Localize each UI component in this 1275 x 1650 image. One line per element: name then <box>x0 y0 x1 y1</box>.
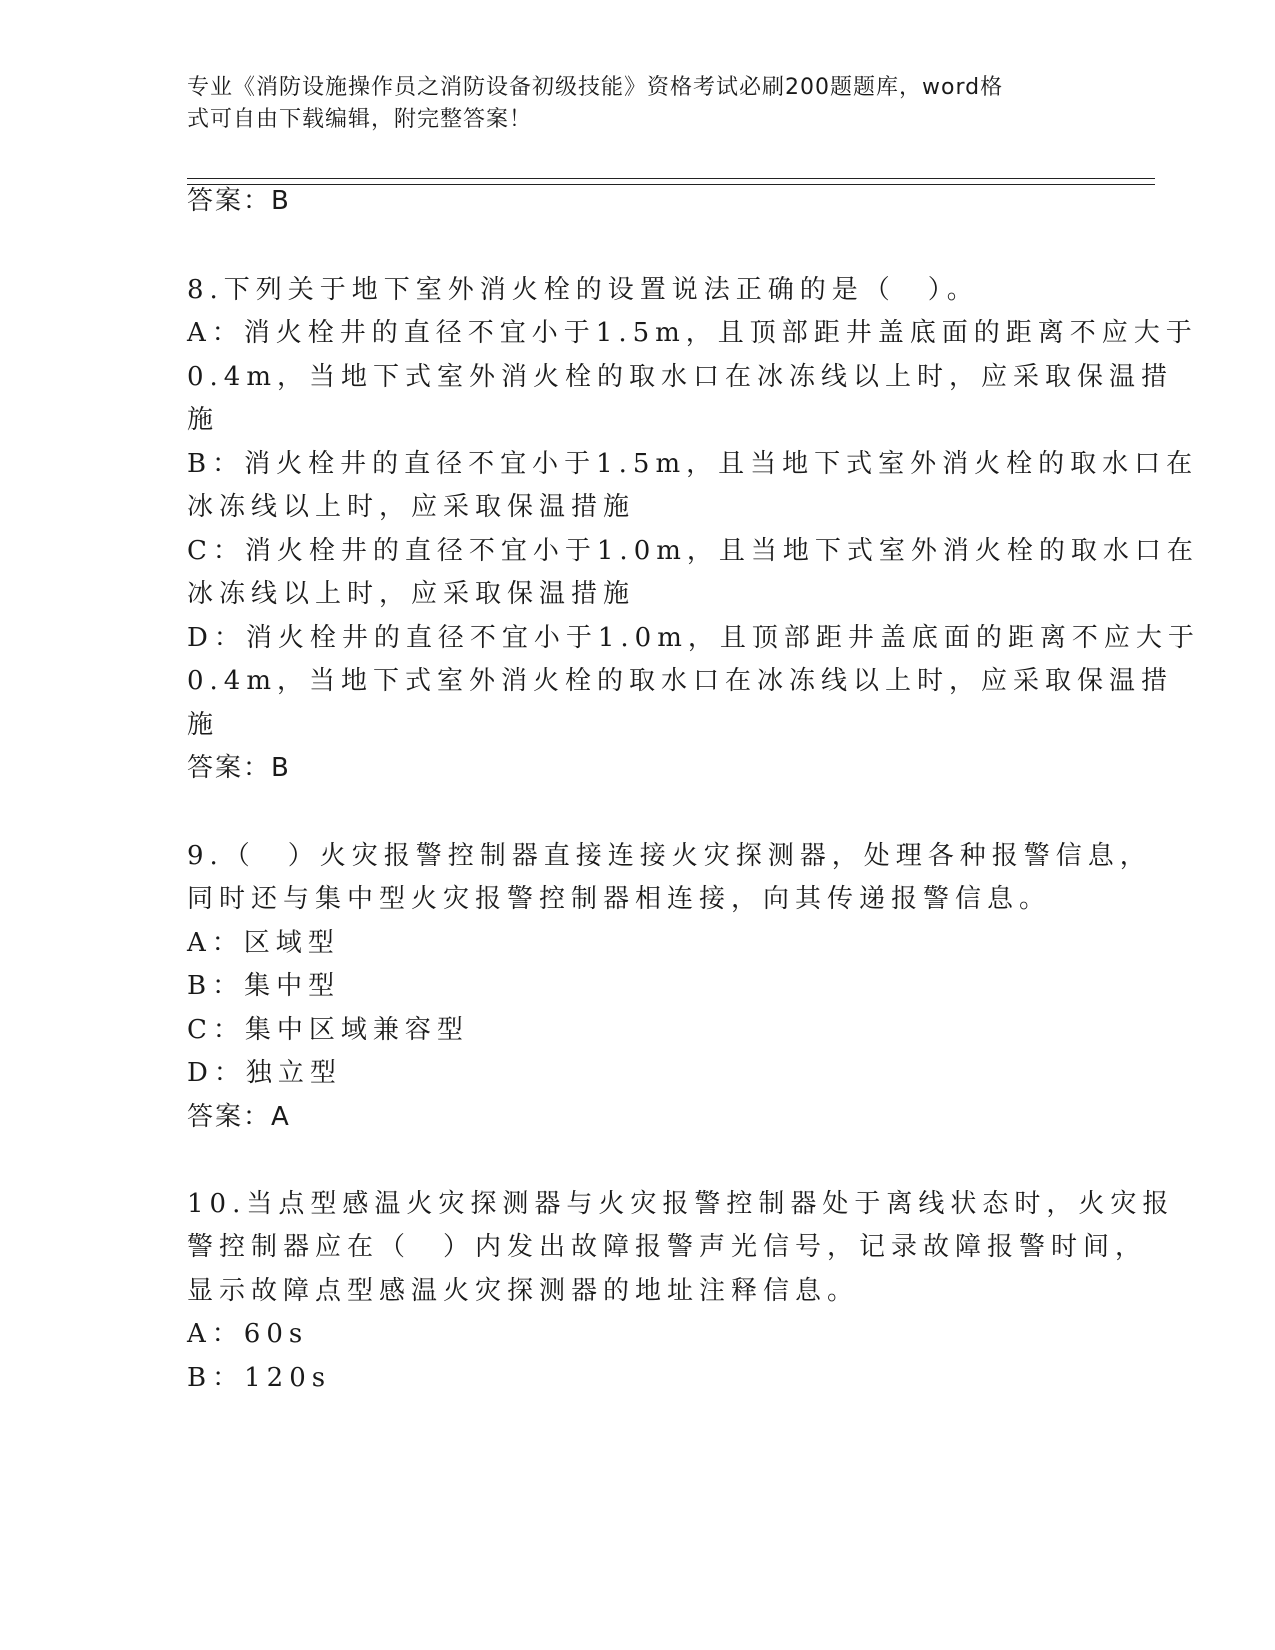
q10-stem-line1: 10.当点型感温火灾探测器与火灾报警控制器处于离线状态时，火灾报 <box>187 1189 1175 1219</box>
header-divider-top <box>187 178 1155 179</box>
q8-option-d-line3: 施 <box>187 710 220 740</box>
q8-option-b-line1: B：消火栓井的直径不宜小于1.5m，且当地下式室外消火栓的取水口在 <box>187 449 1199 479</box>
q9-option-a: A：区域型 <box>187 928 340 958</box>
header-line-2: 式可自由下载编辑，附完整答案！ <box>187 107 533 132</box>
q8-option-b-line2: 冰冻线以上时，应采取保温措施 <box>187 492 636 522</box>
q9-answer: 答案：A <box>187 1102 291 1132</box>
q8-option-c-line1: C：消火栓井的直径不宜小于1.0m，且当地下式室外消火栓的取水口在 <box>187 536 1199 566</box>
header-line-1: 专业《消防设施操作员之消防设备初级技能》资格考试必刷200题题库，word格 <box>187 75 1004 100</box>
q8-stem: 8.下列关于地下室外消火栓的设置说法正确的是（ ）。 <box>187 275 979 305</box>
q10-option-a: A：60s <box>187 1319 309 1349</box>
q10-option-b: B：120s <box>187 1363 332 1393</box>
q10-stem-line2: 警控制器应在（ ）内发出故障报警声光信号，记录故障报警时间， <box>187 1232 1148 1262</box>
q8-option-a-line1: A：消火栓井的直径不宜小于1.5m，且顶部距井盖底面的距离不应大于 <box>187 318 1198 348</box>
q8-answer: 答案：B <box>187 753 291 783</box>
q8-option-c-line2: 冰冻线以上时，应采取保温措施 <box>187 579 636 609</box>
header-divider-bottom <box>187 184 1155 185</box>
q10-stem-line3: 显示故障点型感温火灾探测器的地址注释信息。 <box>187 1276 860 1306</box>
q9-stem-line1: 9.（ ）火灾报警控制器直接连接火灾探测器，处理各种报警信息， <box>187 841 1152 871</box>
document-header <box>187 72 1067 136</box>
q8-option-d-line1: D：消火栓井的直径不宜小于1.0m，且顶部距井盖底面的距离不应大于 <box>187 623 1200 653</box>
q9-option-c: C：集中区域兼容型 <box>187 1015 469 1045</box>
previous-answer: 答案：B <box>187 186 291 216</box>
q9-option-d: D：独立型 <box>187 1058 342 1088</box>
q8-option-d-line2: 0.4m，当地下式室外消火栓的取水口在冰冻线以上时，应采取保温措 <box>187 666 1174 696</box>
q9-option-b: B：集中型 <box>187 971 341 1001</box>
q8-option-a-line3: 施 <box>187 405 220 435</box>
q9-stem-line2: 同时还与集中型火灾报警控制器相连接，向其传递报警信息。 <box>187 884 1052 914</box>
q8-option-a-line2: 0.4m，当地下式室外消火栓的取水口在冰冻线以上时，应采取保温措 <box>187 362 1174 392</box>
